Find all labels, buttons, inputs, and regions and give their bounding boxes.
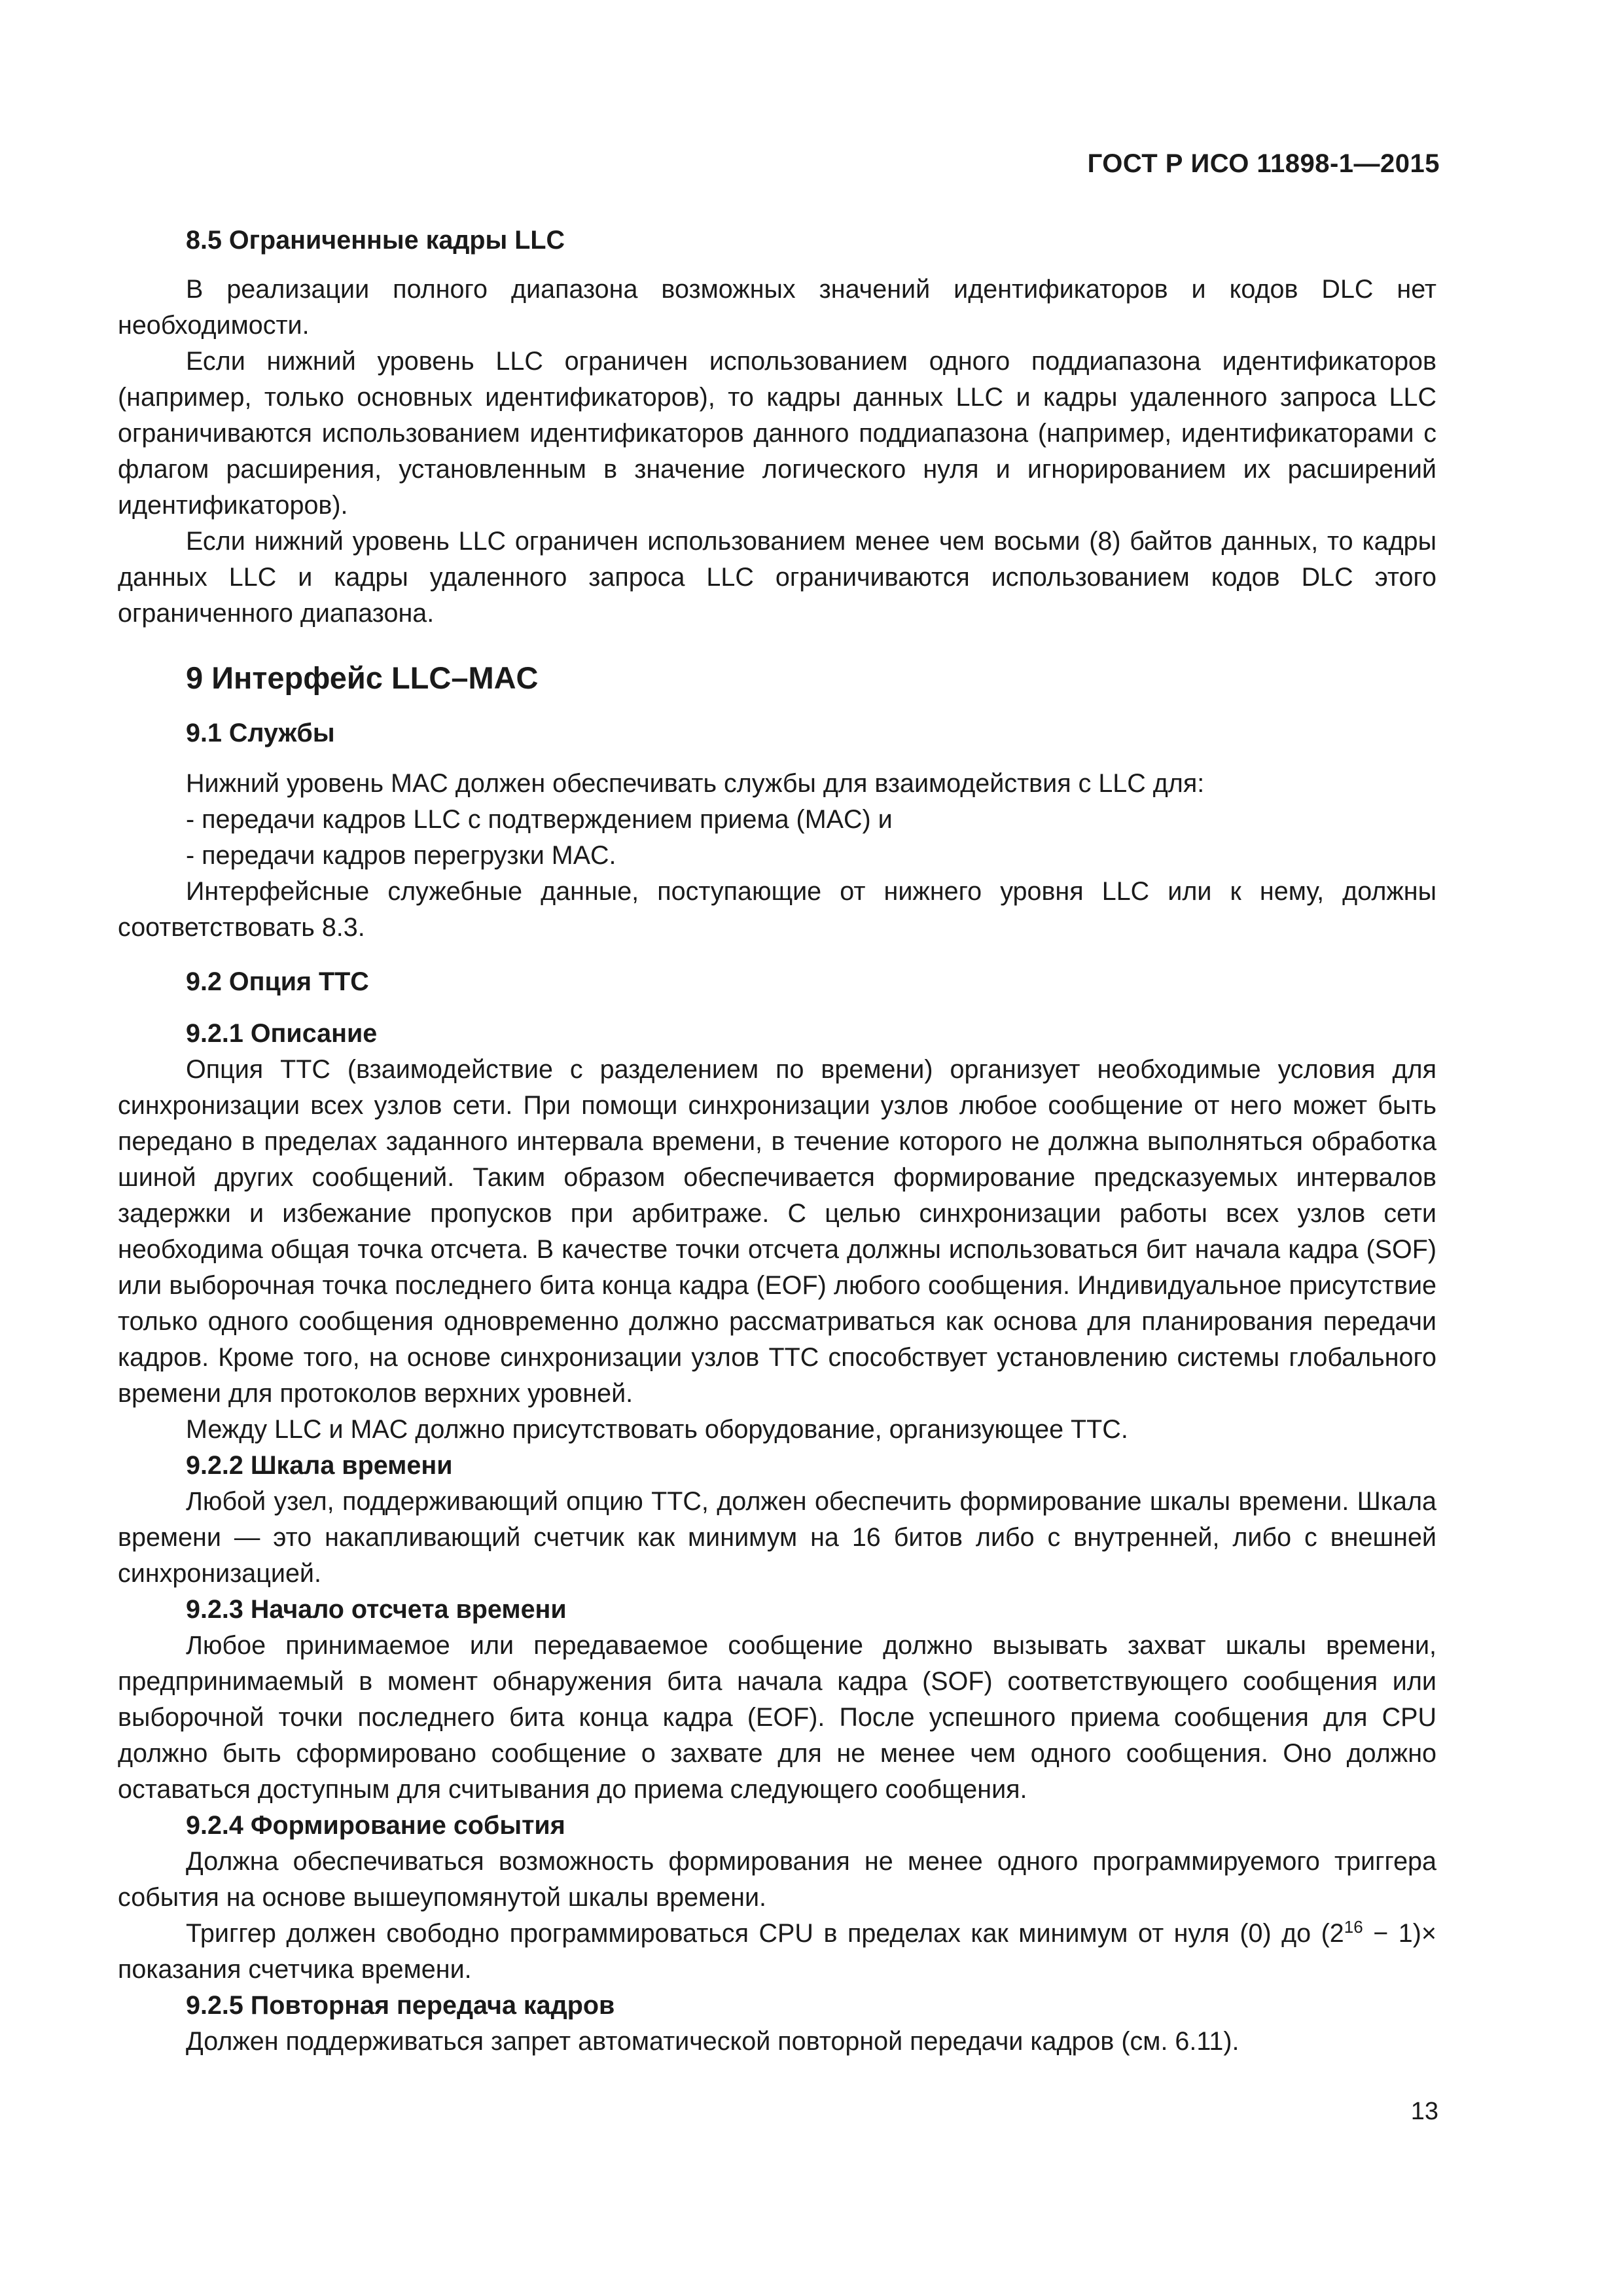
section-8-5-heading: 8.5 Ограниченные кадры LLC	[186, 226, 565, 255]
trigger-text-end: − 1)× показания счетчика времени.	[118, 1919, 1436, 1984]
section-9-2-5-paragraph: Должен поддерживаться запрет автоматической повторной передачи кадров (см. 6.11).	[186, 2027, 1240, 2056]
section-8-5-paragraph: Если нижний уровень LLC ограничен использованием менее чем восьми (8) байтов данных, то кадры данных LLC и кадры удаленного запроса LLC ограничиваются использованием кодов DLC этого ограниченного диапазона.	[118, 527, 1436, 628]
page-number: 13	[1410, 2098, 1438, 2125]
section-8-5-paragraph: Если нижний уровень LLC ограничен использованием одного поддиапазона идентификаторов (например, только основных идентификаторов), то кадры данных LLC и кадры удаленного запроса LLC ограничиваются использованием идентификаторов данного поддиапазона (например, идентификаторами с флагом расширения, установленным в значение логического нуля и игнорированием их расширений идентификаторов).	[118, 347, 1436, 520]
section-9-2-5-heading: 9.2.5 Повторная передача кадров	[186, 1991, 615, 2020]
section-9-2-2-heading: 9.2.2 Шкала времени	[186, 1451, 453, 1480]
section-9-1-heading: 9.1 Службы	[186, 719, 335, 747]
section-9-2-1-paragraph: Опция TTC (взаимодействие с разделением по времени) организует необходимые условия для синхронизации всех узлов сети. При помощи синхронизации узлов любое сообщение от него может быть передано в пределах заданного интервала времени, в течение которого не должна выполняться обработка шиной других сообщений. Таким образом обеспечивается формирование предсказуемых интервалов задержки и избежание пропусков при арбитраже. С целью синхронизации работы всех узлов сети необходима общая точка отсчета. В качестве точки отсчета должны использоваться бит начала кадра (SOF) или выборочная точка последнего бита конца кадра (EOF) любого сообщения. Индивидуальное присутствие только одного сообщения одновременно должно рассматриваться как основа для планирования передачи кадров. Кроме того, на основе синхронизации узлов TTC способствует установлению системы глобального времени для протоколов верхних уровней.	[118, 1055, 1436, 1408]
section-8-5-paragraph: В реализации полного диапазона возможных значений идентификаторов и кодов DLC нет необходимости.	[118, 275, 1436, 340]
section-9-2-heading: 9.2 Опция TTC	[186, 967, 369, 996]
section-9-1-closing: Интерфейсные служебные данные, поступающие от нижнего уровня LLC или к нему, должны соответствовать 8.3.	[118, 877, 1436, 942]
page-header: ГОСТ Р ИСО 11898-1—2015	[1087, 149, 1440, 178]
list-item: - передачи кадров LLC с подтверждением приема (MAC) и	[186, 805, 893, 834]
section-9-2-4-heading: 9.2.4 Формирование события	[186, 1811, 565, 1840]
section-9-2-1-paragraph: Между LLC и MAC должно присутствовать оборудование, организующее TTC.	[186, 1415, 1128, 1444]
section-9-2-3-paragraph: Любое принимаемое или передаваемое сообщение должно вызывать захват шкалы времени, предпринимаемый в момент обнаружения бита начала кадра (SOF) соответствующего сообщения или выборочной точки последнего бита конца кадра (EOF). После успешного приема сообщения для CPU должно быть сформировано сообщение о захвате для не менее чем одного сообщения. Оно должно оставаться доступным для считывания до приема следующего сообщения.	[118, 1631, 1436, 1804]
document-body	[118, 223, 1436, 2060]
section-9-2-4-trigger-paragraph	[118, 1916, 1436, 1988]
section-9-2-4-paragraph: Должна обеспечиваться возможность формирования не менее одного программируемого триггера события на основе вышеупомянутой шкалы времени.	[118, 1847, 1436, 1912]
trigger-exponent: 16	[1344, 1916, 1363, 1937]
section-9-heading: 9 Интерфейс LLC–MAC	[186, 660, 539, 695]
section-9-2-1-heading: 9.2.1 Описание	[186, 1019, 378, 1048]
trigger-text-start: Триггер должен свободно программироваться CPU в пределах как минимум от нуля (0) до (2	[186, 1919, 1344, 1948]
section-9-2-3-heading: 9.2.3 Начало отсчета времени	[186, 1595, 567, 1624]
section-9-2-2-paragraph: Любой узел, поддерживающий опцию TTC, должен обеспечить формирование шкалы времени. Шкала времени — это накапливающий счетчик как минимум на 16 битов либо с внутренней, либо с внешней синхронизацией.	[118, 1487, 1436, 1588]
list-item: - передачи кадров перегрузки MAC.	[186, 841, 616, 870]
section-9-1-intro: Нижний уровень MAC должен обеспечивать службы для взаимодействия с LLC для:	[186, 769, 1205, 798]
